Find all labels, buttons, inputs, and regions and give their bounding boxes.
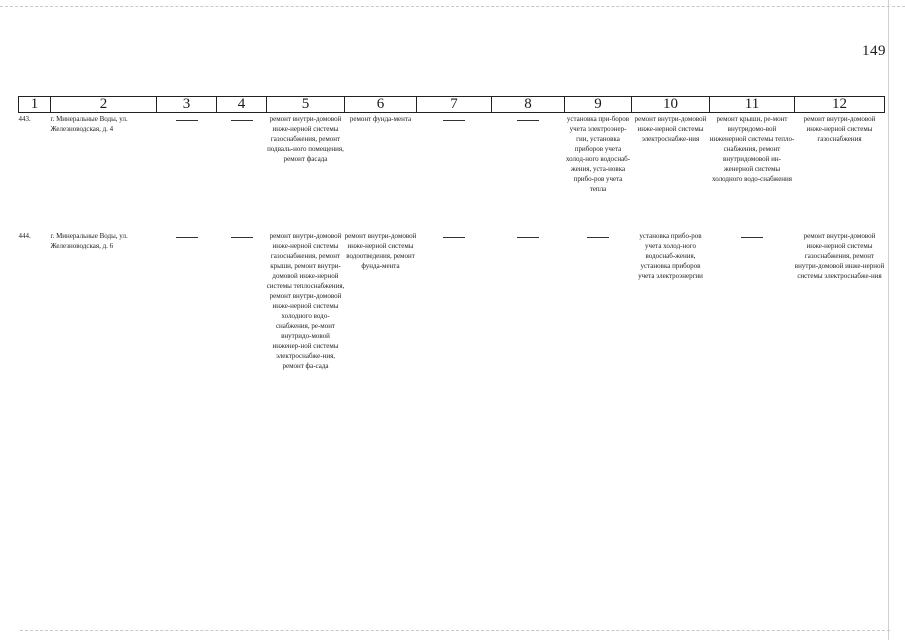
row-number: 443.: [18, 115, 31, 123]
empty-cell-dash: [710, 230, 795, 441]
work-cell: ремонт фунда-мента: [349, 115, 412, 123]
column-header: 1: [19, 97, 51, 113]
dash-mark: [517, 237, 539, 238]
scan-edge-bottom: [20, 630, 890, 632]
column-header: 5: [267, 97, 345, 113]
empty-cell-dash: [565, 230, 632, 441]
work-cell: ремонт внутри-домовой инже-нерной системы газоснабжения, ремонт внутри-домовой инже-нерной системы электроснабже-ния: [794, 232, 885, 280]
dash-mark: [231, 237, 253, 238]
work-cell: ремонт крыши, ре-монт внутридомо-вой инженерной системы тепло-снабжения, ремонт внутридомовой ин-женерной системы холодного водо-снабжения: [709, 115, 795, 183]
work-cell: ремонт внутри-домовой инже-нерной системы газоснабжения: [803, 115, 876, 143]
empty-cell-dash: [417, 230, 492, 441]
address-cell: г. Минеральные Воды, ул. Железноводская, д. 4: [50, 115, 128, 133]
scan-edge-top: [0, 6, 905, 8]
empty-cell-dash: [217, 113, 267, 231]
empty-cell-dash: [157, 113, 217, 231]
column-number-row: [19, 97, 885, 113]
work-cell: установка при-боров учета электроэнер-гии, установка приборов учета холод-ного водоснаб-жения, уста-новка прибо-ров учета тепла: [565, 115, 631, 193]
column-header: 9: [565, 97, 632, 113]
dash-mark: [517, 120, 539, 121]
empty-cell-dash: [217, 230, 267, 441]
row-number: 444.: [18, 232, 31, 240]
address-cell: г. Минеральные Воды, ул. Железноводская, д. 6: [50, 232, 128, 250]
empty-cell-dash: [157, 230, 217, 441]
column-header: 8: [492, 97, 565, 113]
column-header: 2: [51, 97, 157, 113]
work-cell: ремонт внутри-домовой инже-нерной системы электроснабже-ния: [634, 115, 707, 143]
empty-cell-dash: [492, 230, 565, 441]
column-header: 11: [710, 97, 795, 113]
dash-mark: [443, 120, 465, 121]
table-row: [19, 230, 885, 441]
empty-cell-dash: [492, 113, 565, 231]
column-header: 7: [417, 97, 492, 113]
table-row: [19, 113, 885, 231]
repair-schedule-table: [18, 96, 885, 441]
dash-mark: [231, 120, 253, 121]
dash-mark: [741, 237, 763, 238]
column-header: 10: [632, 97, 710, 113]
dash-mark: [443, 237, 465, 238]
work-cell: установка прибо-ров учета холод-ного водоснаб-жения, установка приборов учета электроэнергии: [638, 232, 703, 280]
work-cell: ремонт внутри-домовой инже-нерной системы газоснабжения, ремонт подваль-ного помещения, ремонт фасада: [267, 115, 344, 163]
page-number: 149: [862, 43, 886, 59]
scan-edge-right: [888, 0, 890, 640]
column-header: 3: [157, 97, 217, 113]
dash-mark: [587, 237, 609, 238]
column-header: 12: [795, 97, 885, 113]
dash-mark: [176, 120, 198, 121]
empty-cell-dash: [417, 113, 492, 231]
column-header: 6: [345, 97, 417, 113]
work-cell: ремонт внутри-домовой инже-нерной системы водоотведения, ремонт фунда-мента: [344, 232, 417, 270]
column-header: 4: [217, 97, 267, 113]
work-cell: ремонт внутри-домовой инже-нерной системы газоснабжения, ремонт крыши, ремонт внутри-домовой инже-нерной системы теплоснабжения, ремонт внутри-домовой инже-нерной системы холодного водо-снабжения, ре-монт внутридо-мовой инженер-ной системы электроснабже-ния, ремонт фа-сада: [266, 232, 345, 370]
dash-mark: [176, 237, 198, 238]
